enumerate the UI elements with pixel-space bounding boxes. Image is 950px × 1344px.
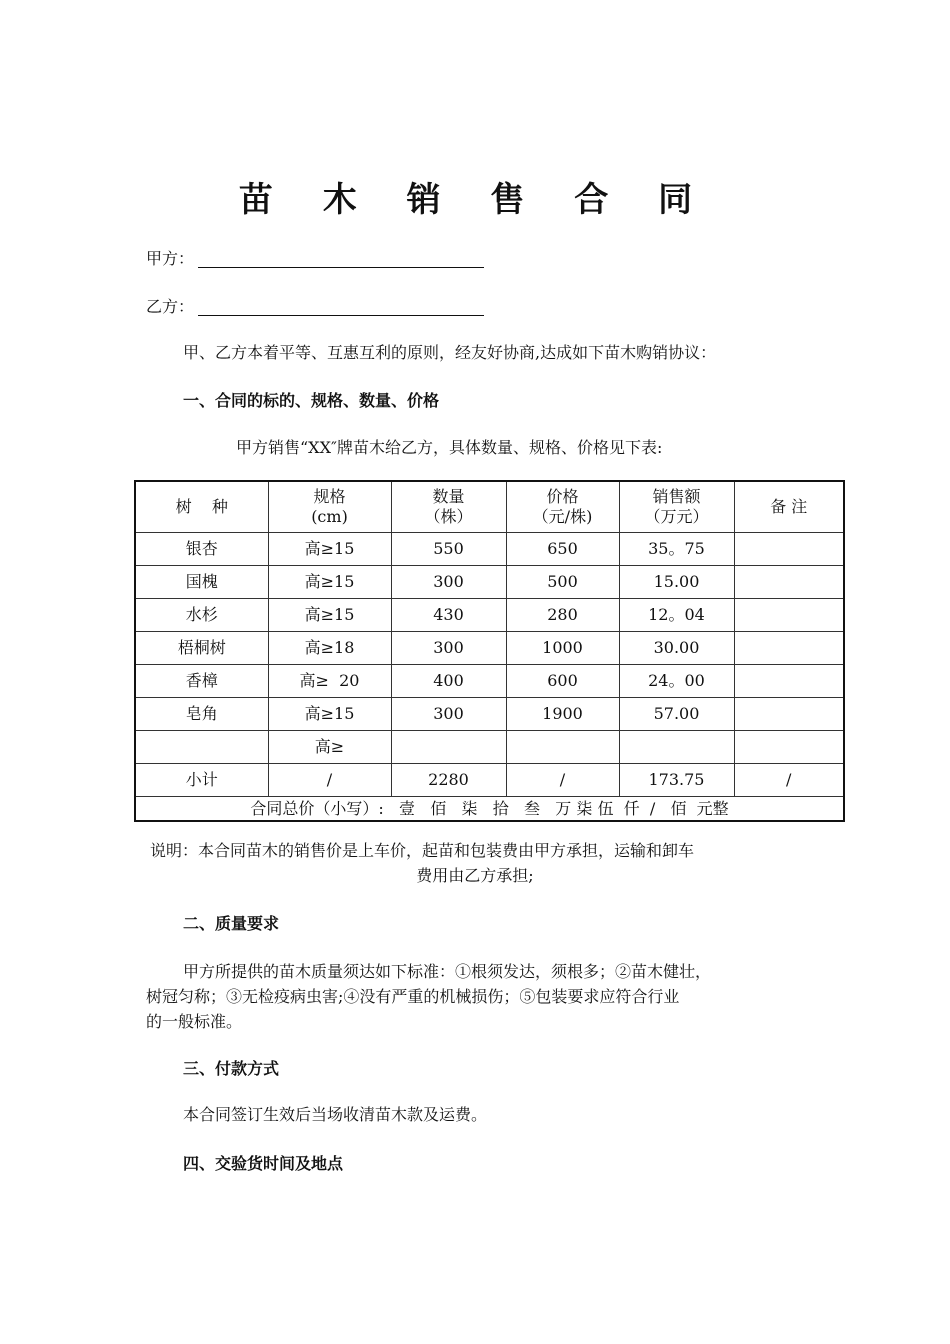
- cell-remarks: [734, 698, 844, 731]
- cell-sales: 30.00: [619, 632, 734, 665]
- cell-quantity: 300: [391, 698, 506, 731]
- cell-species: 水杉: [135, 599, 268, 632]
- pricing-table: [134, 480, 845, 822]
- section2-line-1: 甲方所提供的苗木质量须达如下标准：①根须发达，须根多；②苗木健壮，: [183, 962, 712, 981]
- section2-line-2: 树冠匀称；③无检疫病虫害;④没有严重的机械损伤；⑤包装要求应符合行业: [146, 987, 680, 1006]
- table-row: [135, 599, 844, 632]
- cell-quantity: 400: [391, 665, 506, 698]
- cell-spec: 高≥15: [268, 698, 391, 731]
- cell-quantity: 550: [391, 533, 506, 566]
- section4-heading: 四、交验货时间及地点: [183, 1154, 344, 1173]
- cell-remarks: [734, 566, 844, 599]
- table-row: [135, 632, 844, 665]
- cell-species: [135, 731, 268, 764]
- table-row: [135, 533, 844, 566]
- cell-quantity: 300: [391, 632, 506, 665]
- cell-spec: 高≥: [268, 731, 391, 764]
- subtotal-quantity: 2280: [391, 764, 506, 797]
- table-row: [135, 731, 844, 764]
- intro-paragraph: 甲、乙方本着平等、互惠互利的原则，经友好协商,达成如下苗木购销协议：: [183, 343, 717, 362]
- cell-spec: 高≥18: [268, 632, 391, 665]
- cell-remarks: [734, 599, 844, 632]
- cell-remarks: [734, 533, 844, 566]
- header-sales: 销售额 （万元）: [619, 481, 734, 533]
- cell-spec: 高≥ 20: [268, 665, 391, 698]
- section2-line-3: 的一般标准。: [146, 1012, 243, 1031]
- table-row: [135, 665, 844, 698]
- cell-price: 500: [506, 566, 619, 599]
- party-a-row: [146, 246, 484, 269]
- section2-heading: 二、质量要求: [183, 914, 280, 933]
- party-b-row: [146, 294, 484, 317]
- cell-price: 600: [506, 665, 619, 698]
- cell-price: 1000: [506, 632, 619, 665]
- subtotal-remarks: /: [734, 764, 844, 797]
- cell-sales: 15.00: [619, 566, 734, 599]
- cell-species: 皂角: [135, 698, 268, 731]
- cell-price: 1900: [506, 698, 619, 731]
- subtotal-price: /: [506, 764, 619, 797]
- header-price: 价格 （元/株): [506, 481, 619, 533]
- header-remarks: 备 注: [734, 481, 844, 533]
- cell-sales: 35。75: [619, 533, 734, 566]
- party-a-blank: [198, 249, 484, 268]
- total-price-row: [135, 797, 844, 822]
- section3-heading: 三、付款方式: [183, 1059, 280, 1078]
- subtotal-sales: 173.75: [619, 764, 734, 797]
- cell-price: 280: [506, 599, 619, 632]
- note-line-1: 说明：本合同苗木的销售价是上车价，起苗和包装费由甲方承担，运输和卸车: [150, 841, 695, 860]
- cell-sales: [619, 731, 734, 764]
- cell-species: 香樟: [135, 665, 268, 698]
- table-header-row: [135, 481, 844, 533]
- section3-text: 本合同签订生效后当场收清苗木款及运费。: [183, 1105, 488, 1124]
- cell-sales: 57.00: [619, 698, 734, 731]
- note-line-2: 费用由乙方承担;: [416, 866, 534, 885]
- cell-spec: 高≥15: [268, 566, 391, 599]
- cell-species: 国槐: [135, 566, 268, 599]
- cell-species: 银杏: [135, 533, 268, 566]
- cell-remarks: [734, 731, 844, 764]
- cell-spec: 高≥15: [268, 533, 391, 566]
- cell-price: 650: [506, 533, 619, 566]
- header-species: 树 种: [135, 481, 268, 533]
- total-price-text: 合同总价（小写）: 壹 佰 柒 拾 叁 万 柒 伍 仟 / 佰 元整: [135, 797, 844, 822]
- cell-species: 梧桐树: [135, 632, 268, 665]
- section1-text: 甲方销售“XX″牌苗木给乙方，具体数量、规格、价格见下表:: [236, 438, 663, 457]
- header-spec: 规格 (cm): [268, 481, 391, 533]
- cell-sales: 12。04: [619, 599, 734, 632]
- cell-price: [506, 731, 619, 764]
- subtotal-spec: /: [268, 764, 391, 797]
- table-row: [135, 566, 844, 599]
- subtotal-row: [135, 764, 844, 797]
- cell-sales: 24。00: [619, 665, 734, 698]
- party-a-label: 甲方：: [146, 249, 195, 268]
- section1-heading: 一、合同的标的、规格、数量、价格: [183, 391, 440, 410]
- cell-remarks: [734, 632, 844, 665]
- party-b-blank: [198, 297, 484, 316]
- subtotal-label: 小计: [135, 764, 268, 797]
- cell-quantity: [391, 731, 506, 764]
- cell-quantity: 300: [391, 566, 506, 599]
- party-b-label: 乙方：: [146, 297, 195, 316]
- cell-quantity: 430: [391, 599, 506, 632]
- cell-spec: 高≥15: [268, 599, 391, 632]
- document-title: 苗 木 销 售 合 同: [238, 180, 712, 220]
- header-quantity: 数量 （株）: [391, 481, 506, 533]
- cell-remarks: [734, 665, 844, 698]
- table-row: [135, 698, 844, 731]
